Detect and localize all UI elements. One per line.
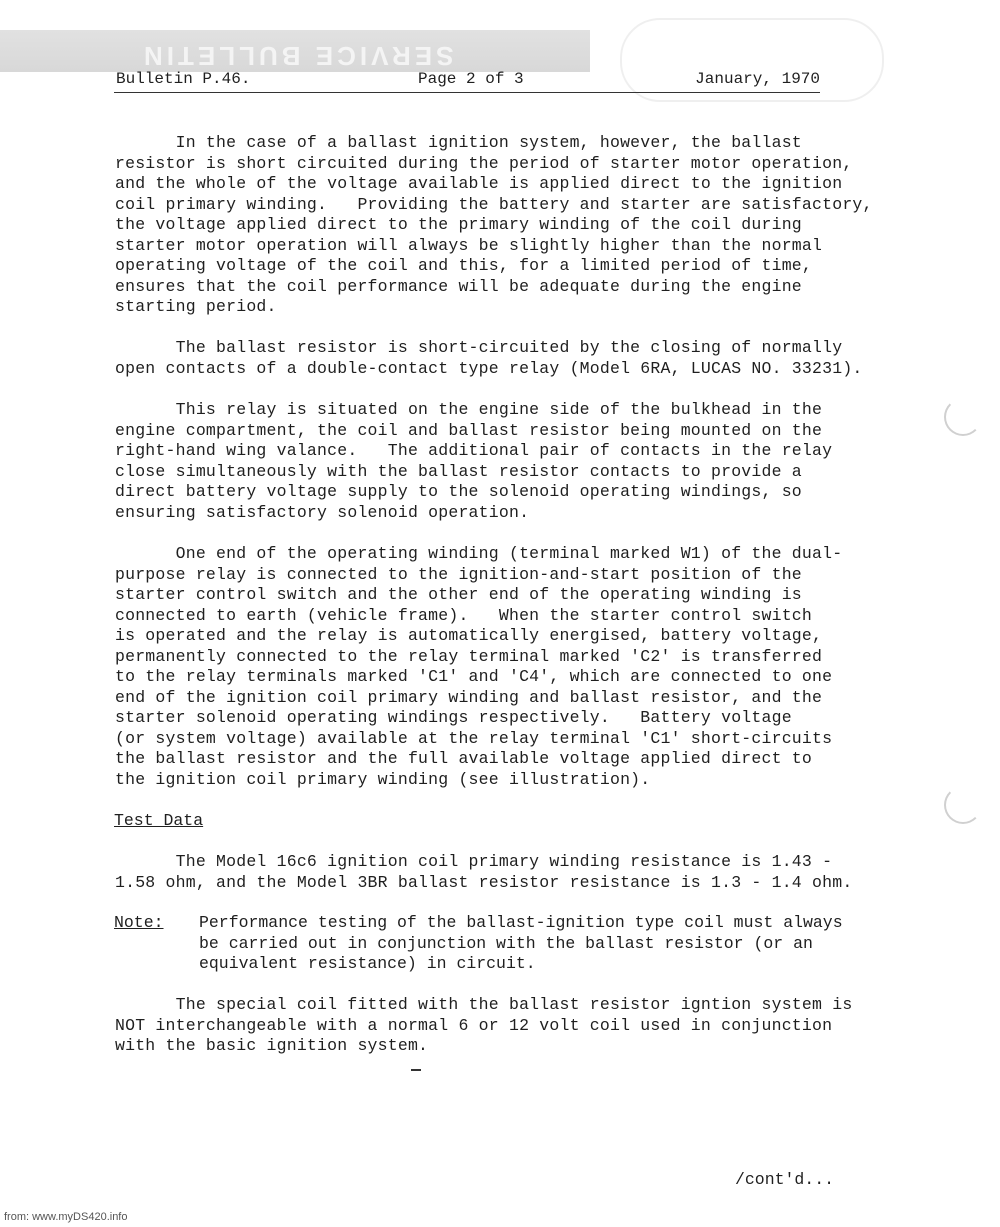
paragraph-short-circuit: The ballast resistor is short-circuited by the closing of normally open contacts of a double-contact type relay (Model 6RA, LUCAS NO. 33231).	[115, 338, 863, 378]
paragraph-relay-location: This relay is situated on the engine side of the bulkhead in the engine compartment, the coil and ballast resistor being mounted on the right-hand wing valance. The additional pair of contacts in the relay close simultaneously with the ballast resistor contacts to provide a direct battery voltage supply to the solenoid operating windings, so ensuring satisfactory solenoid operation.	[115, 400, 833, 522]
paragraph-ballast-ignition: In the case of a ballast ignition system, however, the ballast resistor is short circuited during the period of starter motor operation, and the whole of the voltage available is applied direct to the ignition coil primary winding. Providing the battery and starter are satisfactory, the voltage applied direct to the primary winding of the coil during starter motor operation will always be slightly higher than the normal operating voltage of the coil and this, for a limited period of time, ensures that the coil performance will be adequate during the engine starting period.	[115, 133, 873, 316]
paragraph-test-data: The Model 16c6 ignition coil primary winding resistance is 1.43 - 1.58 ohm, and the Model 3BR ballast resistor resistance is 1.3 - 1.4 ohm.	[115, 852, 853, 892]
paragraph-operating-winding: One end of the operating winding (terminal marked W1) of the dual- purpose relay is connected to the ignition-and-start position of the starter control switch and the other end of the operating winding is connected to earth (vehicle frame). When the starter control switch is operated and the relay is automatically energised, battery voltage, permanently connected to the relay terminal marked 'C2' is transferred to the relay terminals marked 'C1' and 'C4', which are connected to one end of the ignition coil primary winding and ballast resistor, and the starter solenoid operating windings respectively. Battery voltage (or system voltage) available at the relay terminal 'C1' short-circuits the ballast resistor and the full available voltage applied direct to the ignition coil primary winding (see illustration).	[115, 544, 843, 789]
continued-marker: /cont'd...	[735, 1170, 835, 1189]
page-header	[114, 70, 820, 93]
bulletin-number: Bulletin P.46.	[116, 70, 251, 88]
source-footer: from: www.myDS420.info	[4, 1211, 128, 1223]
stray-mark	[411, 1069, 421, 1071]
paragraph-special-coil: The special coil fitted with the ballast resistor igntion system is NOT interchangeable with a normal 6 or 12 volt coil used in conjunction with the basic ignition system.	[115, 995, 853, 1055]
punch-hole-mark	[944, 398, 982, 436]
page-number: Page 2 of 3	[418, 70, 524, 88]
punch-hole-mark	[944, 786, 982, 824]
test-data-heading: Test Data	[114, 811, 204, 830]
banner-text: SERVICE BULLETIN	[140, 41, 454, 71]
bulletin-date: January, 1970	[695, 70, 820, 88]
note-label: Note:	[114, 913, 164, 932]
note-body: Performance testing of the ballast-ignition type coil must always be carried out in conjunction with the ballast resistor (or an equivalent resistance) in circuit.	[199, 913, 843, 973]
